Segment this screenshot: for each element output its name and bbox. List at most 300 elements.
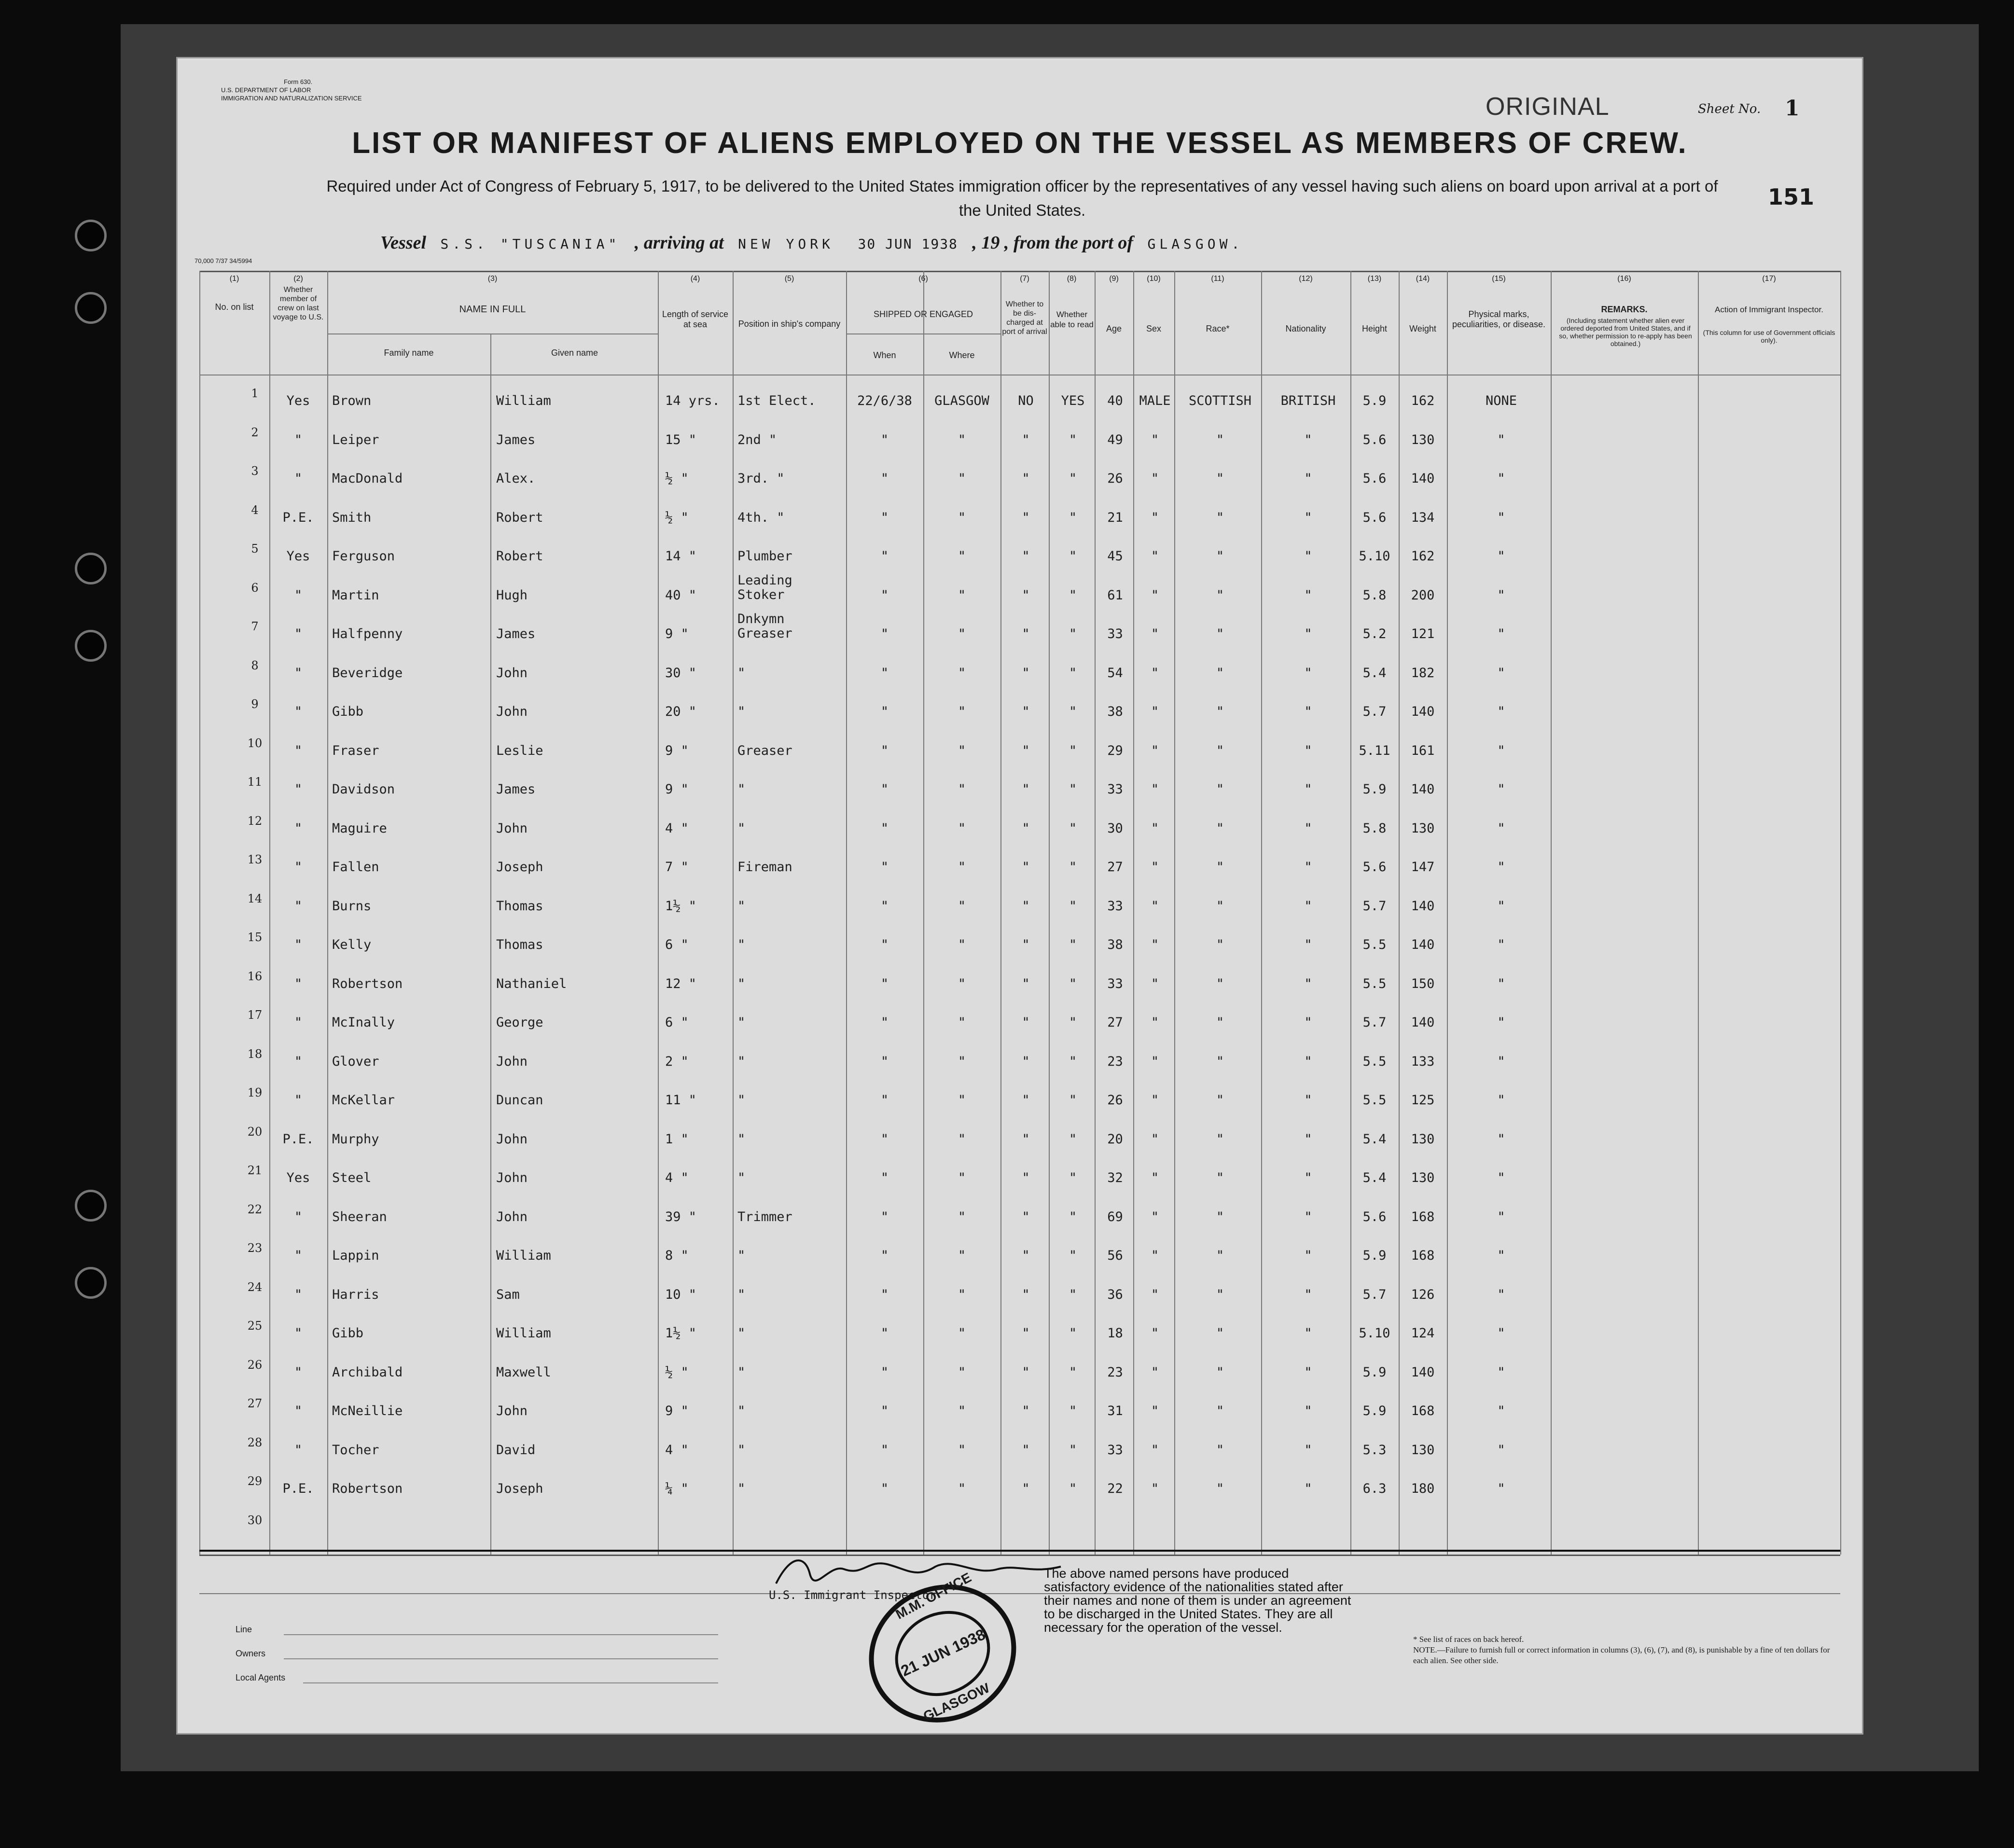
height: 5.9 bbox=[1362, 1403, 1387, 1418]
weight: 162 bbox=[1411, 393, 1435, 408]
discharge: " bbox=[1022, 471, 1030, 486]
shipped-where: " bbox=[958, 782, 966, 797]
col-number: (14) bbox=[1416, 275, 1430, 283]
row-number: 13 bbox=[247, 853, 263, 866]
col-number: (9) bbox=[1109, 275, 1119, 283]
nationality: " bbox=[1304, 1364, 1312, 1380]
discharge: " bbox=[1022, 704, 1030, 719]
family-name: Martin bbox=[332, 587, 379, 603]
sex: " bbox=[1151, 1481, 1159, 1496]
sex: " bbox=[1151, 471, 1159, 486]
position: " bbox=[737, 1481, 746, 1496]
discharge: " bbox=[1022, 432, 1030, 447]
form-identifier bbox=[221, 78, 362, 102]
physical-marks: " bbox=[1497, 1287, 1505, 1302]
header-able-read: Whether able to read bbox=[1050, 310, 1094, 329]
given-name: Thomas bbox=[496, 937, 543, 952]
last-voyage: Yes bbox=[286, 549, 310, 564]
given-name: William bbox=[496, 1248, 551, 1263]
given-name: James bbox=[496, 782, 536, 797]
nationality: " bbox=[1304, 1131, 1312, 1147]
nationality: " bbox=[1304, 743, 1312, 758]
shipped-when: 22/6/38 bbox=[857, 393, 912, 408]
position: " bbox=[737, 1015, 746, 1030]
shipped-when: " bbox=[880, 937, 889, 952]
shipped-when: " bbox=[880, 1442, 889, 1458]
able-read: " bbox=[1069, 704, 1077, 719]
height: 5.9 bbox=[1362, 393, 1387, 408]
shipped-where: " bbox=[958, 471, 966, 486]
family-name: MacDonald bbox=[332, 471, 403, 486]
service-length: 4 " bbox=[665, 1442, 689, 1458]
name-subrule bbox=[327, 333, 658, 334]
row-number: 8 bbox=[251, 658, 259, 672]
table-row bbox=[199, 1160, 1840, 1198]
footer-agents-label: Local Agents bbox=[236, 1673, 286, 1682]
family-name: McKellar bbox=[332, 1093, 395, 1108]
table-row bbox=[199, 1121, 1840, 1160]
shipped-when: " bbox=[880, 1364, 889, 1380]
last-voyage: " bbox=[294, 820, 303, 836]
shipped-when: " bbox=[880, 743, 889, 758]
shipped-where: " bbox=[958, 820, 966, 836]
discharge: " bbox=[1022, 1403, 1030, 1418]
given-name: James bbox=[496, 432, 536, 447]
position: " bbox=[737, 937, 746, 952]
row-number: 11 bbox=[247, 775, 263, 789]
able-read: " bbox=[1069, 665, 1077, 681]
service-length: 2 " bbox=[665, 1054, 689, 1069]
family-name: Harris bbox=[332, 1287, 379, 1302]
physical-marks: " bbox=[1497, 898, 1505, 914]
row-number: 19 bbox=[247, 1086, 263, 1099]
table-row bbox=[199, 538, 1840, 577]
family-name: McNeillie bbox=[332, 1403, 403, 1418]
weight: 130 bbox=[1411, 1170, 1435, 1185]
sex: " bbox=[1151, 820, 1159, 836]
nationality: " bbox=[1304, 782, 1312, 797]
col-number: (16) bbox=[1617, 275, 1631, 283]
physical-marks: " bbox=[1497, 1054, 1505, 1069]
header-when: When bbox=[873, 350, 896, 360]
shipped-when: " bbox=[880, 1403, 889, 1418]
shipped-where: GLASGOW bbox=[934, 393, 989, 408]
height: 5.4 bbox=[1362, 1131, 1387, 1147]
discharge: " bbox=[1022, 587, 1030, 603]
family-name: Kelly bbox=[332, 937, 372, 952]
col-number: (3) bbox=[487, 275, 498, 283]
discharge: " bbox=[1022, 1170, 1030, 1185]
stamp-date: 21 JUN 1938 bbox=[898, 1625, 988, 1680]
discharge: " bbox=[1022, 665, 1030, 681]
discharge: " bbox=[1022, 898, 1030, 914]
physical-marks: " bbox=[1497, 1364, 1505, 1380]
shipped-where: " bbox=[958, 432, 966, 447]
physical-marks: " bbox=[1497, 1481, 1505, 1496]
sex: " bbox=[1151, 587, 1159, 603]
race: " bbox=[1216, 1093, 1224, 1108]
nationality: " bbox=[1304, 820, 1312, 836]
punch-hole bbox=[75, 1190, 107, 1222]
able-read: " bbox=[1069, 1364, 1077, 1380]
sex: " bbox=[1151, 510, 1159, 525]
header-shipped: SHIPPED OR ENGAGED bbox=[873, 309, 973, 319]
physical-marks: " bbox=[1497, 1015, 1505, 1030]
office-stamp bbox=[863, 1570, 1022, 1728]
row-number: 28 bbox=[247, 1435, 263, 1449]
physical-marks: " bbox=[1497, 510, 1505, 525]
shipped-when: " bbox=[880, 1170, 889, 1185]
race: " bbox=[1216, 1287, 1224, 1302]
declaration-text: The above named persons have produced satisfactory evidence of the nationalities stated after their names and none of them is under an agreement to be discharged in the United States. They are all necessary for the operation of the vessel. bbox=[1044, 1566, 1351, 1635]
shipped-where: " bbox=[958, 665, 966, 681]
physical-marks: " bbox=[1497, 587, 1505, 603]
weight: 147 bbox=[1411, 860, 1435, 875]
service-length: 40 " bbox=[665, 587, 697, 603]
col-number: (17) bbox=[1762, 275, 1776, 283]
family-name: Davidson bbox=[332, 782, 395, 797]
col-number: (10) bbox=[1147, 275, 1161, 283]
family-name: Tocher bbox=[332, 1442, 379, 1458]
sex: " bbox=[1151, 1442, 1159, 1458]
header-sex: Sex bbox=[1146, 324, 1162, 333]
table-row bbox=[199, 422, 1840, 460]
family-name: Ferguson bbox=[332, 549, 395, 564]
discharge: " bbox=[1022, 626, 1030, 641]
family-name: Maguire bbox=[332, 820, 387, 836]
shipped-where: " bbox=[958, 1481, 966, 1496]
service-length: 9 " bbox=[665, 743, 689, 758]
position: " bbox=[737, 1093, 746, 1108]
weight: 168 bbox=[1411, 1403, 1435, 1418]
shipped-where: " bbox=[958, 704, 966, 719]
sex: " bbox=[1151, 1364, 1159, 1380]
requirement-text: Required under Act of Congress of February 5, 1917, to be delivered to the United States immigration officer by the representatives of any vessel having such aliens on board upon arrival at a port of the United States. bbox=[326, 177, 1718, 219]
header-discharged: Whether to be dis-charged at port of arrival bbox=[1002, 300, 1047, 336]
sex: " bbox=[1151, 704, 1159, 719]
height: 5.7 bbox=[1362, 1015, 1387, 1030]
height: 5.6 bbox=[1362, 860, 1387, 875]
able-read: " bbox=[1069, 1131, 1077, 1147]
race: " bbox=[1216, 704, 1224, 719]
physical-marks: " bbox=[1497, 782, 1505, 797]
age: 33 bbox=[1107, 782, 1123, 797]
header-given-name: Given name bbox=[551, 348, 598, 358]
race: " bbox=[1216, 782, 1224, 797]
print-code: 70,000 7/37 34/5994 bbox=[194, 257, 252, 264]
service-length: 1 " bbox=[665, 1131, 689, 1147]
position: " bbox=[737, 1131, 746, 1147]
given-name: Leslie bbox=[496, 743, 543, 758]
discharge: " bbox=[1022, 743, 1030, 758]
manifest-title: LIST OR MANIFEST OF ALIENS EMPLOYED ON THE VESSEL AS MEMBERS OF CREW. bbox=[352, 126, 1688, 160]
race: " bbox=[1216, 860, 1224, 875]
height: 5.7 bbox=[1362, 898, 1387, 914]
last-voyage: " bbox=[294, 860, 303, 875]
service-length: 20 " bbox=[665, 704, 697, 719]
given-name: John bbox=[496, 1170, 528, 1185]
sex: " bbox=[1151, 1209, 1159, 1224]
shipped-when: " bbox=[880, 1131, 889, 1147]
given-name: John bbox=[496, 820, 528, 836]
col-number: (13) bbox=[1367, 275, 1382, 283]
table-row bbox=[199, 1082, 1840, 1121]
family-name: Leiper bbox=[332, 432, 379, 447]
physical-marks: " bbox=[1497, 1170, 1505, 1185]
service-length: 1½ " bbox=[665, 898, 697, 914]
given-name: John bbox=[496, 704, 528, 719]
last-voyage: " bbox=[294, 704, 303, 719]
nationality: " bbox=[1304, 976, 1312, 991]
discharge: NO bbox=[1018, 393, 1034, 408]
service-length: 11 " bbox=[665, 1093, 697, 1108]
service-length: ½ " bbox=[665, 510, 689, 525]
age: 45 bbox=[1107, 549, 1123, 564]
physical-marks: " bbox=[1497, 1248, 1505, 1263]
nationality: " bbox=[1304, 1015, 1312, 1030]
given-name: John bbox=[496, 665, 528, 681]
height: 5.3 bbox=[1362, 1442, 1387, 1458]
weight: 121 bbox=[1411, 626, 1435, 641]
weight: 140 bbox=[1411, 1015, 1435, 1030]
position: " bbox=[737, 704, 746, 719]
col-number: (4) bbox=[690, 275, 700, 283]
line-30-strike bbox=[199, 1550, 1840, 1552]
nationality: " bbox=[1304, 1093, 1312, 1108]
service: IMMIGRATION AND NATURALIZATION SERVICE bbox=[221, 95, 362, 102]
given-name: Robert bbox=[496, 510, 543, 525]
shipped-when: " bbox=[880, 1287, 889, 1302]
given-name: Robert bbox=[496, 549, 543, 564]
family-name: Murphy bbox=[332, 1131, 379, 1147]
physical-marks: NONE bbox=[1485, 393, 1517, 408]
footer-owners-label: Owners bbox=[236, 1649, 266, 1658]
race: " bbox=[1216, 432, 1224, 447]
age: 29 bbox=[1107, 743, 1123, 758]
sex: " bbox=[1151, 549, 1159, 564]
vessel-label: Vessel bbox=[380, 233, 426, 253]
punch-hole bbox=[75, 292, 107, 324]
sex: " bbox=[1151, 898, 1159, 914]
row-number: 27 bbox=[247, 1397, 263, 1410]
able-read: " bbox=[1069, 1442, 1077, 1458]
able-read: " bbox=[1069, 937, 1077, 952]
last-voyage: Yes bbox=[286, 1170, 310, 1185]
family-name: Sheeran bbox=[332, 1209, 387, 1224]
race: " bbox=[1216, 1364, 1224, 1380]
sex: " bbox=[1151, 1131, 1159, 1147]
race: " bbox=[1216, 1248, 1224, 1263]
shipped-when: " bbox=[880, 976, 889, 991]
family-name: Robertson bbox=[332, 1481, 403, 1496]
header-where: Where bbox=[949, 350, 975, 360]
shipped-when: " bbox=[880, 1015, 889, 1030]
sex: " bbox=[1151, 1093, 1159, 1108]
service-length: ½ " bbox=[665, 471, 689, 486]
last-voyage: P.E. bbox=[282, 510, 314, 525]
given-name: William bbox=[496, 1326, 551, 1341]
race: " bbox=[1216, 510, 1224, 525]
table-row bbox=[199, 733, 1840, 771]
row-number: 17 bbox=[247, 1008, 263, 1022]
shipped-when: " bbox=[880, 587, 889, 603]
race: " bbox=[1216, 1481, 1224, 1496]
race-note: * See list of races on back hereof. bbox=[1413, 1635, 1524, 1644]
discharge: " bbox=[1022, 860, 1030, 875]
physical-marks: " bbox=[1497, 976, 1505, 991]
able-read: " bbox=[1069, 782, 1077, 797]
header-position: Position in ship's company bbox=[738, 319, 841, 329]
table-row bbox=[199, 655, 1840, 694]
position: " bbox=[737, 1170, 746, 1185]
arriving-port: NEW YORK bbox=[738, 236, 834, 252]
last-voyage: " bbox=[294, 976, 303, 991]
weight: 180 bbox=[1411, 1481, 1435, 1496]
position: " bbox=[737, 782, 746, 797]
shipped-where: " bbox=[958, 743, 966, 758]
service-length: 30 " bbox=[665, 665, 697, 681]
shipped-when: " bbox=[880, 471, 889, 486]
row-number: 4 bbox=[251, 503, 259, 517]
table-row bbox=[199, 460, 1840, 499]
sex: " bbox=[1151, 1054, 1159, 1069]
weight: 168 bbox=[1411, 1248, 1435, 1263]
weight: 134 bbox=[1411, 510, 1435, 525]
height: 5.9 bbox=[1362, 1248, 1387, 1263]
nationality: " bbox=[1304, 471, 1312, 486]
punch-hole bbox=[75, 1267, 107, 1299]
table-row bbox=[199, 1237, 1840, 1276]
last-voyage: " bbox=[294, 937, 303, 952]
sex: " bbox=[1151, 1015, 1159, 1030]
table-row bbox=[199, 888, 1840, 927]
physical-marks: " bbox=[1497, 860, 1505, 875]
position: " bbox=[737, 1287, 746, 1302]
row-number: 24 bbox=[247, 1280, 263, 1294]
row-number: 15 bbox=[247, 931, 263, 944]
physical-marks: " bbox=[1497, 1093, 1505, 1108]
position: " bbox=[737, 1054, 746, 1069]
header-age: Age bbox=[1106, 324, 1122, 333]
shipped-when: " bbox=[880, 1093, 889, 1108]
row-number: 23 bbox=[247, 1241, 263, 1255]
race: " bbox=[1216, 1054, 1224, 1069]
age: 33 bbox=[1107, 898, 1123, 914]
age: 38 bbox=[1107, 704, 1123, 719]
height: 5.11 bbox=[1359, 743, 1390, 758]
shipped-when: " bbox=[880, 1209, 889, 1224]
age: 40 bbox=[1107, 393, 1123, 408]
nationality: " bbox=[1304, 898, 1312, 914]
position: " bbox=[737, 665, 746, 681]
height: 5.10 bbox=[1359, 1326, 1390, 1341]
stamp-top: M.M. OFFICE bbox=[893, 1570, 974, 1622]
service-length: 8 " bbox=[665, 1248, 689, 1263]
given-name: Joseph bbox=[496, 860, 543, 875]
nationality: " bbox=[1304, 626, 1312, 641]
last-voyage: " bbox=[294, 743, 303, 758]
able-read: " bbox=[1069, 1248, 1077, 1263]
table-row bbox=[199, 1471, 1840, 1509]
table-row bbox=[199, 694, 1840, 732]
shipped-where: " bbox=[958, 898, 966, 914]
header-action: Action of Immigrant Inspector. bbox=[1715, 305, 1823, 314]
penalty-note: NOTE.—Failure to furnish full or correct information in columns (3), (6), (7), and (8), is punishable by a fine of ten dollars for each alien. See other side. bbox=[1413, 1645, 1830, 1665]
discharge: " bbox=[1022, 510, 1030, 525]
sex: " bbox=[1151, 1403, 1159, 1418]
weight: 126 bbox=[1411, 1287, 1435, 1302]
position: Trimmer bbox=[737, 1209, 792, 1224]
position: " bbox=[737, 1248, 746, 1263]
height: 5.7 bbox=[1362, 704, 1387, 719]
physical-marks: " bbox=[1497, 549, 1505, 564]
nationality: " bbox=[1304, 1481, 1312, 1496]
height: 5.5 bbox=[1362, 937, 1387, 952]
given-name: John bbox=[496, 1054, 528, 1069]
given-name: Maxwell bbox=[496, 1364, 551, 1380]
service-length: 6 " bbox=[665, 1015, 689, 1030]
last-voyage: " bbox=[294, 1403, 303, 1418]
age: 38 bbox=[1107, 937, 1123, 952]
position: 4th. " bbox=[737, 510, 785, 525]
discharge: " bbox=[1022, 1093, 1030, 1108]
service-length: 9 " bbox=[665, 1403, 689, 1418]
row-number: 22 bbox=[247, 1202, 263, 1216]
col-number: (5) bbox=[784, 275, 794, 283]
race: SCOTTISH bbox=[1188, 393, 1252, 408]
height: 5.6 bbox=[1362, 432, 1387, 447]
footer-owners-rule bbox=[284, 1658, 718, 1659]
shipped-where: " bbox=[958, 1403, 966, 1418]
able-read: " bbox=[1069, 898, 1077, 914]
col-number: (6) bbox=[918, 275, 928, 283]
row-number: 30 bbox=[247, 1513, 263, 1527]
discharge: " bbox=[1022, 1131, 1030, 1147]
race: " bbox=[1216, 1131, 1224, 1147]
header-no-on-list: No. on list bbox=[215, 302, 254, 312]
weight: 130 bbox=[1411, 820, 1435, 836]
able-read: " bbox=[1069, 1015, 1077, 1030]
table-row bbox=[199, 1315, 1840, 1354]
able-read: " bbox=[1069, 587, 1077, 603]
footer-line-rule bbox=[284, 1634, 718, 1635]
discharge: " bbox=[1022, 1364, 1030, 1380]
sex: " bbox=[1151, 743, 1159, 758]
physical-marks: " bbox=[1497, 1209, 1505, 1224]
able-read: " bbox=[1069, 432, 1077, 447]
last-voyage: P.E. bbox=[282, 1481, 314, 1496]
row-number: 2 bbox=[251, 425, 259, 439]
height: 5.2 bbox=[1362, 626, 1387, 641]
header-remarks-note: (Including statement whether alien ever ordered deported from United States, and if so, whether permission to re-apply has been obtained.) bbox=[1559, 317, 1692, 347]
able-read: YES bbox=[1061, 393, 1085, 408]
footer-agents-rule bbox=[303, 1682, 718, 1683]
able-read: " bbox=[1069, 1093, 1077, 1108]
race: " bbox=[1216, 1170, 1224, 1185]
age: 18 bbox=[1107, 1326, 1123, 1341]
header-action-note: (This column for use of Government officials only). bbox=[1703, 329, 1835, 344]
physical-marks: " bbox=[1497, 704, 1505, 719]
family-name: Gibb bbox=[332, 1326, 364, 1341]
table-row bbox=[199, 927, 1840, 965]
age: 27 bbox=[1107, 1015, 1123, 1030]
nationality: " bbox=[1304, 1442, 1312, 1458]
physical-marks: " bbox=[1497, 1403, 1505, 1418]
position: Leading Stoker bbox=[737, 572, 792, 602]
given-name: Duncan bbox=[496, 1093, 543, 1108]
age: 54 bbox=[1107, 665, 1123, 681]
table-row bbox=[199, 572, 1840, 616]
